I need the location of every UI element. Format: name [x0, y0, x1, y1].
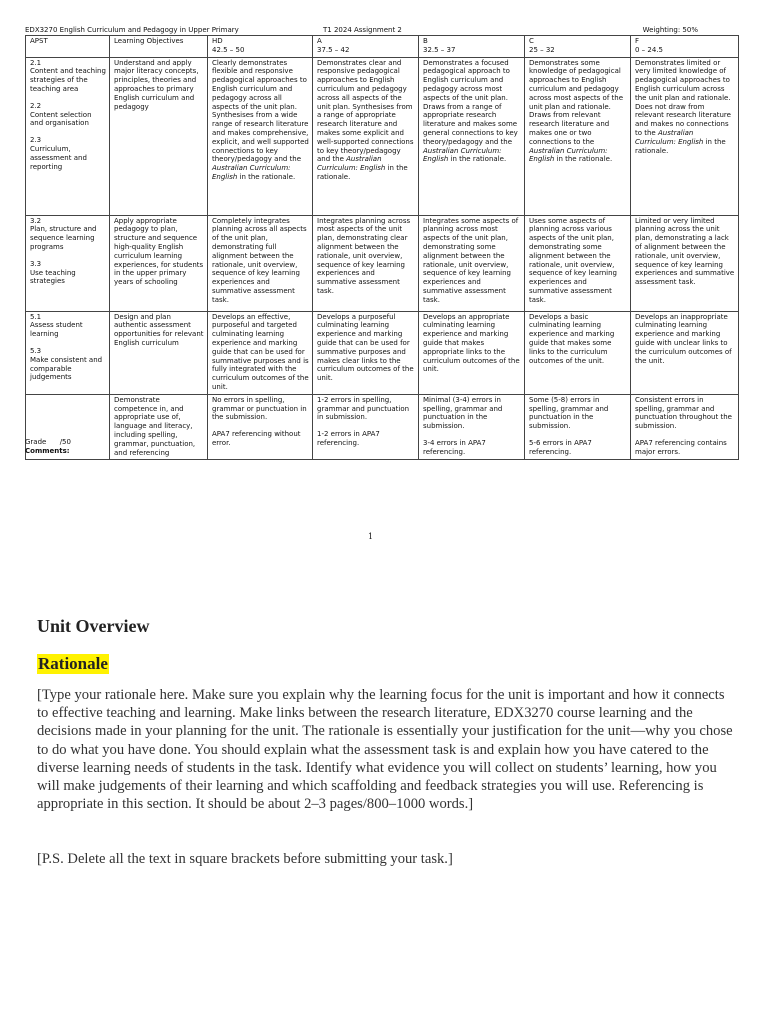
criterion-text: 1-2 errors in APA7 referencing.: [317, 430, 380, 447]
apst-standard: 5.3 Make consistent and comparable judgements: [30, 346, 103, 382]
rubric-row: [26, 311, 739, 394]
criterion-cell-f: Develops an inappropriate culminating learning experience and marking guide with unclear links to the curriculum outcomes of the unit.: [631, 311, 739, 394]
criterion-cell-a: Demonstrates clear and responsive pedagogical approaches to English curriculum and pedagogy across all aspects of the unit plan. Synthesises from a range of appropriate research literature and makes some explicit and well-supported connections to key theory/pedagogy and the Australian Curriculum: English in the rationale.: [313, 57, 419, 215]
apst-standard: 2.1 Content and teaching strategies of the teaching area: [30, 58, 106, 93]
criterion-cell-a: Integrates planning across most aspects of the unit plan, demonstrating clear alignment between the rationale, unit overview, sequence of key learning experiences and summative assessment task.: [313, 215, 419, 311]
criterion-cell-c: [525, 394, 631, 460]
criterion-cell-b: Integrates some aspects of planning across most aspects of the unit plan, demonstrating some alignment between the rationale, unit overview, sequence of key learning experiences and summative assessment task.: [419, 215, 525, 311]
criterion-cell-hd: Develops an effective, purposeful and targeted culminating learning experience and marking guide that can be used for summative purposes and is fully integrated with the curriculum outcomes of the unit.: [208, 311, 313, 394]
criterion-cell-hd: [208, 394, 313, 460]
criterion-text: Minimal (3-4) errors in spelling, grammar and punctuation in the submission.: [423, 395, 503, 431]
apst-cell: [26, 311, 110, 394]
criterion-cell-b: Develops an appropriate culminating learning experience and marking guide that makes appropriate links to the curriculum outcomes of the unit.: [419, 311, 525, 394]
ps-note[interactable]: [P.S. Delete all the text in square brackets before submitting your task.]: [37, 851, 453, 867]
col-header-f: F 0 – 24.5: [631, 36, 739, 58]
weighting-label: Weighting: 50%: [642, 26, 698, 34]
criterion-cell-hd: Clearly demonstrates flexible and responsive pedagogical approaches to English curriculum and pedagogy across all aspects of the unit plan. Synthesises from a wide range of research literature and makes comprehensive, explicit, and well supported connections to key theory/pedagogy and the Australian Curriculum: English in the rationale.: [208, 57, 313, 215]
criterion-cell-a: [313, 394, 419, 460]
criterion-cell-c: Develops a basic culminating learning experience and marking guide that makes some links to the curriculum outcomes of the unit.: [525, 311, 631, 394]
objective-cell: Understand and apply major literacy concepts, principles, theories and approaches to primary English curriculum and pedagogy: [110, 57, 208, 215]
criterion-text: APA7 referencing without error.: [212, 430, 301, 447]
criterion-text: Consistent errors in spelling, grammar and punctuation throughout the submission.: [635, 395, 732, 431]
objective-cell: Apply appropriate pedagogy to plan, structure and sequence high-quality English curriculum learning experiences, for students in the upper primary years of schooling: [110, 215, 208, 311]
criterion-cell-f: Demonstrates limited or very limited knowledge of pedagogical approaches to English curriculum across the unit plan and rationale. Does not draw from relevant research literature and makes no connections to the Australian Curriculum: English in the rationale.: [631, 57, 739, 215]
col-header-objectives: Learning Objectives: [110, 36, 208, 58]
criterion-text: Some (5-8) errors in spelling, grammar and punctuation in the submission.: [529, 395, 609, 431]
criterion-text: No errors in spelling, grammar or punctuation in the submission.: [212, 395, 307, 422]
objective-cell: Demonstrate competence in, and appropriate use of, language and literacy, including spelling, grammar, punctuation, and referencing: [110, 394, 208, 460]
col-header-c: C 25 – 32: [525, 36, 631, 58]
apst-cell: [26, 215, 110, 311]
apst-cell: [26, 57, 110, 215]
apst-standard: 3.3 Use teaching strategies: [30, 259, 76, 286]
subsection-title: Rationale: [38, 654, 108, 673]
objective-cell: Design and plan authentic assessment opportunities for relevant English curriculum: [110, 311, 208, 394]
assignment-label: T1 2024 Assignment 2: [323, 26, 402, 34]
course-title: EDX3270 English Curriculum and Pedagogy in Upper Primary: [25, 26, 239, 34]
criterion-cell-f: [631, 394, 739, 460]
apst-standard: 2.3 Curriculum, assessment and reporting: [30, 136, 87, 171]
apst-standard: 2.2 Content selection and organisation: [30, 101, 92, 128]
criterion-cell-a: Develops a purposeful culminating learning experience and marking guide that can be used for summative purposes and makes clear links to the curriculum outcomes of the unit.: [313, 311, 419, 394]
criterion-text: 1-2 errors in spelling, grammar and punctuation in submission.: [317, 395, 410, 422]
criterion-text: 5-6 errors in APA7 referencing.: [529, 438, 592, 456]
criterion-cell-f: Limited or very limited planning across the unit plan, demonstrating a lack of alignment between the rationale, unit overview, sequence of key learning experiences and summative assessment task.: [631, 215, 739, 311]
marking-rubric: [25, 35, 739, 460]
criterion-cell-b: Demonstrates a focused pedagogical approach to English curriculum and pedagogy across most aspects of the unit plan. Draws from a range of appropriate research literature and makes some general connections to key theory/pedagogy and the Australian Curriculum: English in the rationale.: [419, 57, 525, 215]
criterion-cell-c: Uses some aspects of planning across various aspects of the unit plan, demonstrating some alignment between the rationale, unit overview, sequence of key learning experiences and summative assessment task.: [525, 215, 631, 311]
rubric-row: [26, 215, 739, 311]
grade-label: Grade /50: [25, 438, 71, 446]
apst-standard: 5.1 Assess student learning: [30, 312, 83, 339]
criterion-cell-hd: Completely integrates planning across all aspects of the unit plan, demonstrating full alignment between the rationale, unit overview, sequence of key learning experiences and summative assessment task.: [208, 215, 313, 311]
section-title: Unit Overview: [37, 616, 150, 636]
page-number: 1: [368, 532, 374, 541]
criterion-text: APA7 referencing contains major errors.: [635, 438, 727, 456]
comments-label: Comments:: [25, 447, 70, 455]
col-header-hd: HD 42.5 – 50: [208, 36, 313, 58]
rationale-instructions[interactable]: [Type your rationale here. Make sure you explain why the learning focus for the unit is important and how it connects to effective teaching and learning. Make links between the research literature, EDX3270 course learning and the decisions made in your planning for the unit. The rationale is essentially your justification for the unit—why you chose to do what you have done. You should explain what the assessment task is and explain how you have catered to the diverse learning needs of students in the task. Identify what evidence you will collect on students’ learning, how you will make judgements of their learning and which scaffolding and feedback strategies you will use. Referencing is appropriate in this section. It should be about 2–3 pages/800–1000 words.]: [37, 687, 733, 813]
rubric-header-row: [26, 36, 739, 58]
col-header-apst: APST: [26, 36, 110, 58]
criterion-text: 3-4 errors in APA7 referencing.: [423, 438, 486, 456]
col-header-a: A 37.5 – 42: [313, 36, 419, 58]
apst-standard: 3.2 Plan, structure and sequence learning programs: [30, 216, 97, 251]
rubric-row: [26, 57, 739, 215]
col-header-b: B 32.5 – 37: [419, 36, 525, 58]
criterion-cell-b: [419, 394, 525, 460]
rubric-row: [26, 394, 739, 460]
criterion-cell-c: Demonstrates some knowledge of pedagogical approaches to English curriculum and pedagogy across most aspects of the unit plan and rationale. Draws from relevant research literature and makes one or two connections to the Australian Curriculum: English in the rationale.: [525, 57, 631, 215]
